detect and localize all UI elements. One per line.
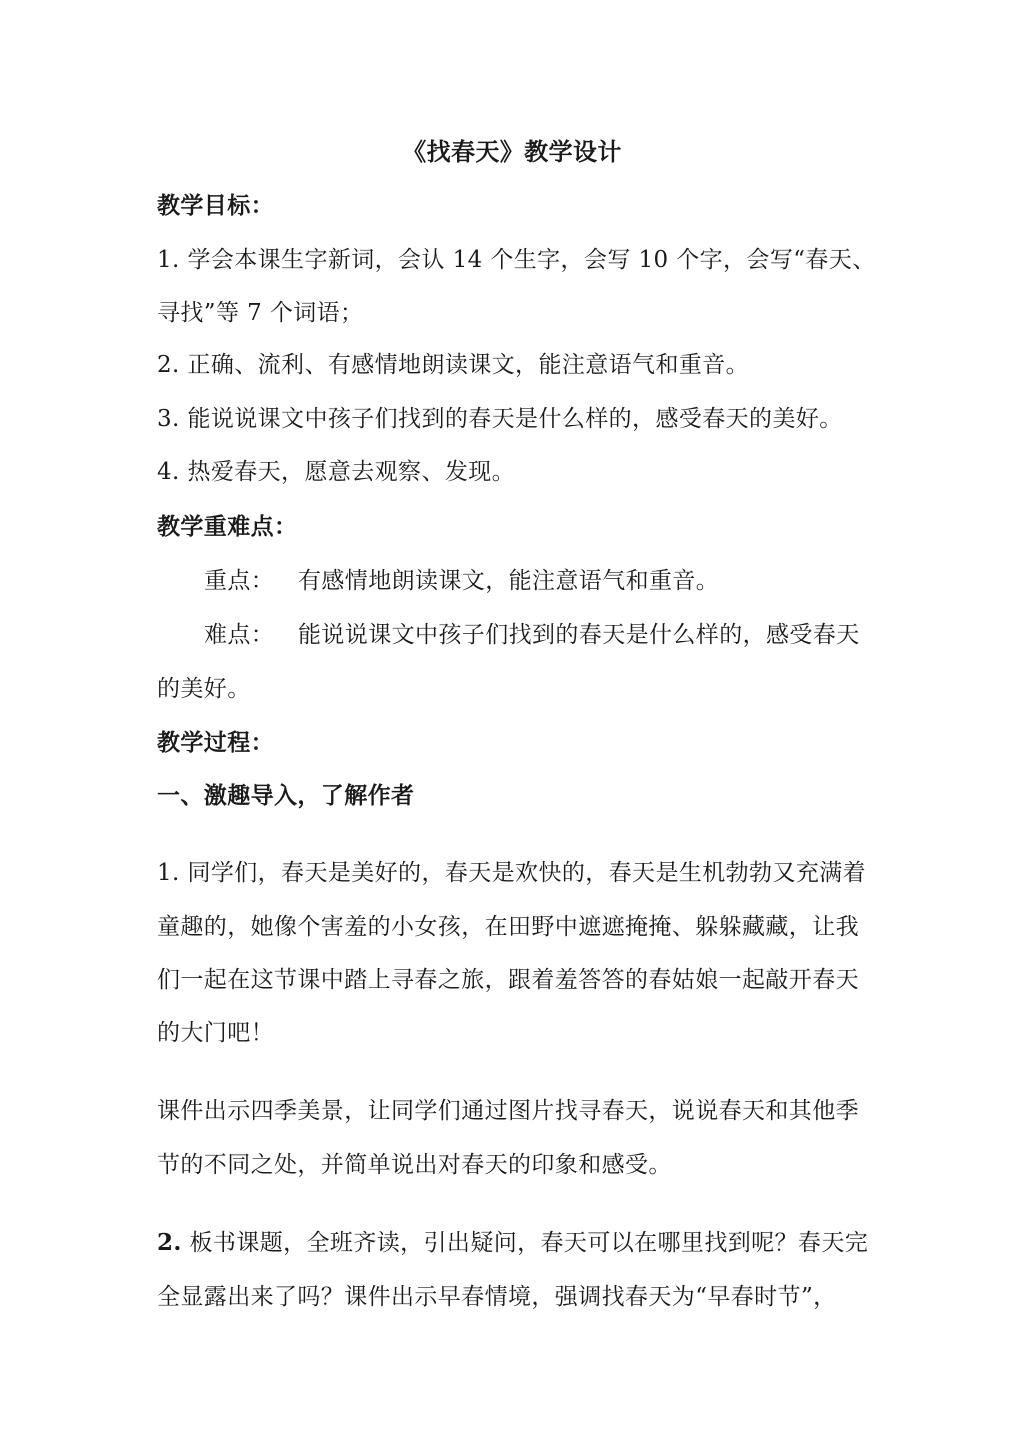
difficulty-line — [204, 620, 872, 650]
paragraph-text: 板书课题，全班齐读，引出疑问，春天可以在哪里找到呢？春天完 — [181, 1230, 869, 1256]
objective-line: 4. 热爱春天，愿意去观察、发现。 — [157, 459, 516, 485]
difficulty-continuation: 的美好。 — [157, 676, 251, 702]
process-heading: 教学过程： — [157, 729, 274, 756]
objective-line: 寻找”等 7 个词语； — [157, 300, 364, 326]
document-title: 《找春天》教学设计 — [402, 137, 622, 166]
paragraph-line: 童趣的，她像个害羞的小女孩，在田野中遮遮掩掩、躲躲藏藏，让我 — [157, 914, 859, 940]
difficulty-text: 能说说课文中孩子们找到的春天是什么样的，感受春天 — [298, 622, 860, 648]
difficulty-label: 难点： — [204, 622, 275, 648]
key-points-heading: 教学重难点： — [157, 513, 298, 540]
paragraph-line: 们一起在这节课中踏上寻春之旅，跟着羞答答的春姑娘一起敲开春天 — [157, 967, 859, 993]
paragraph-line: 课件出示四季美景，让同学们通过图片找寻春天，说说春天和其他季 — [157, 1098, 859, 1124]
paragraph-line: 节的不同之处，并简单说出对春天的印象和感受。 — [157, 1152, 672, 1178]
objective-line: 3. 能说说课文中孩子们找到的春天是什么样的，感受春天的美好。 — [157, 406, 843, 432]
objective-line: 1. 学会本课生字新词，会认 14 个生字，会写 10 个字，会写“春天、 — [157, 247, 876, 273]
focus-line — [204, 566, 872, 596]
focus-text: 有感情地朗读课文，能注意语气和重音。 — [298, 568, 720, 594]
section-heading: 一、激趣导入，了解作者 — [157, 782, 415, 809]
objectives-heading: 教学目标： — [157, 192, 274, 219]
focus-label: 重点： — [204, 568, 275, 594]
paragraph-line: 的大门吧！ — [157, 1020, 274, 1046]
paragraph-line: 1. 同学们，春天是美好的，春天是欢快的，春天是生机勃勃又充满着 — [157, 860, 867, 886]
paragraph-line: 全显露出来了吗？课件出示早春情境，强调找春天为“早春时节”， — [157, 1284, 837, 1310]
paragraph-number: 2. — [157, 1229, 182, 1256]
paragraph-line — [157, 1228, 872, 1258]
objective-line: 2. 正确、流利、有感情地朗读课文，能注意语气和重音。 — [157, 352, 750, 378]
